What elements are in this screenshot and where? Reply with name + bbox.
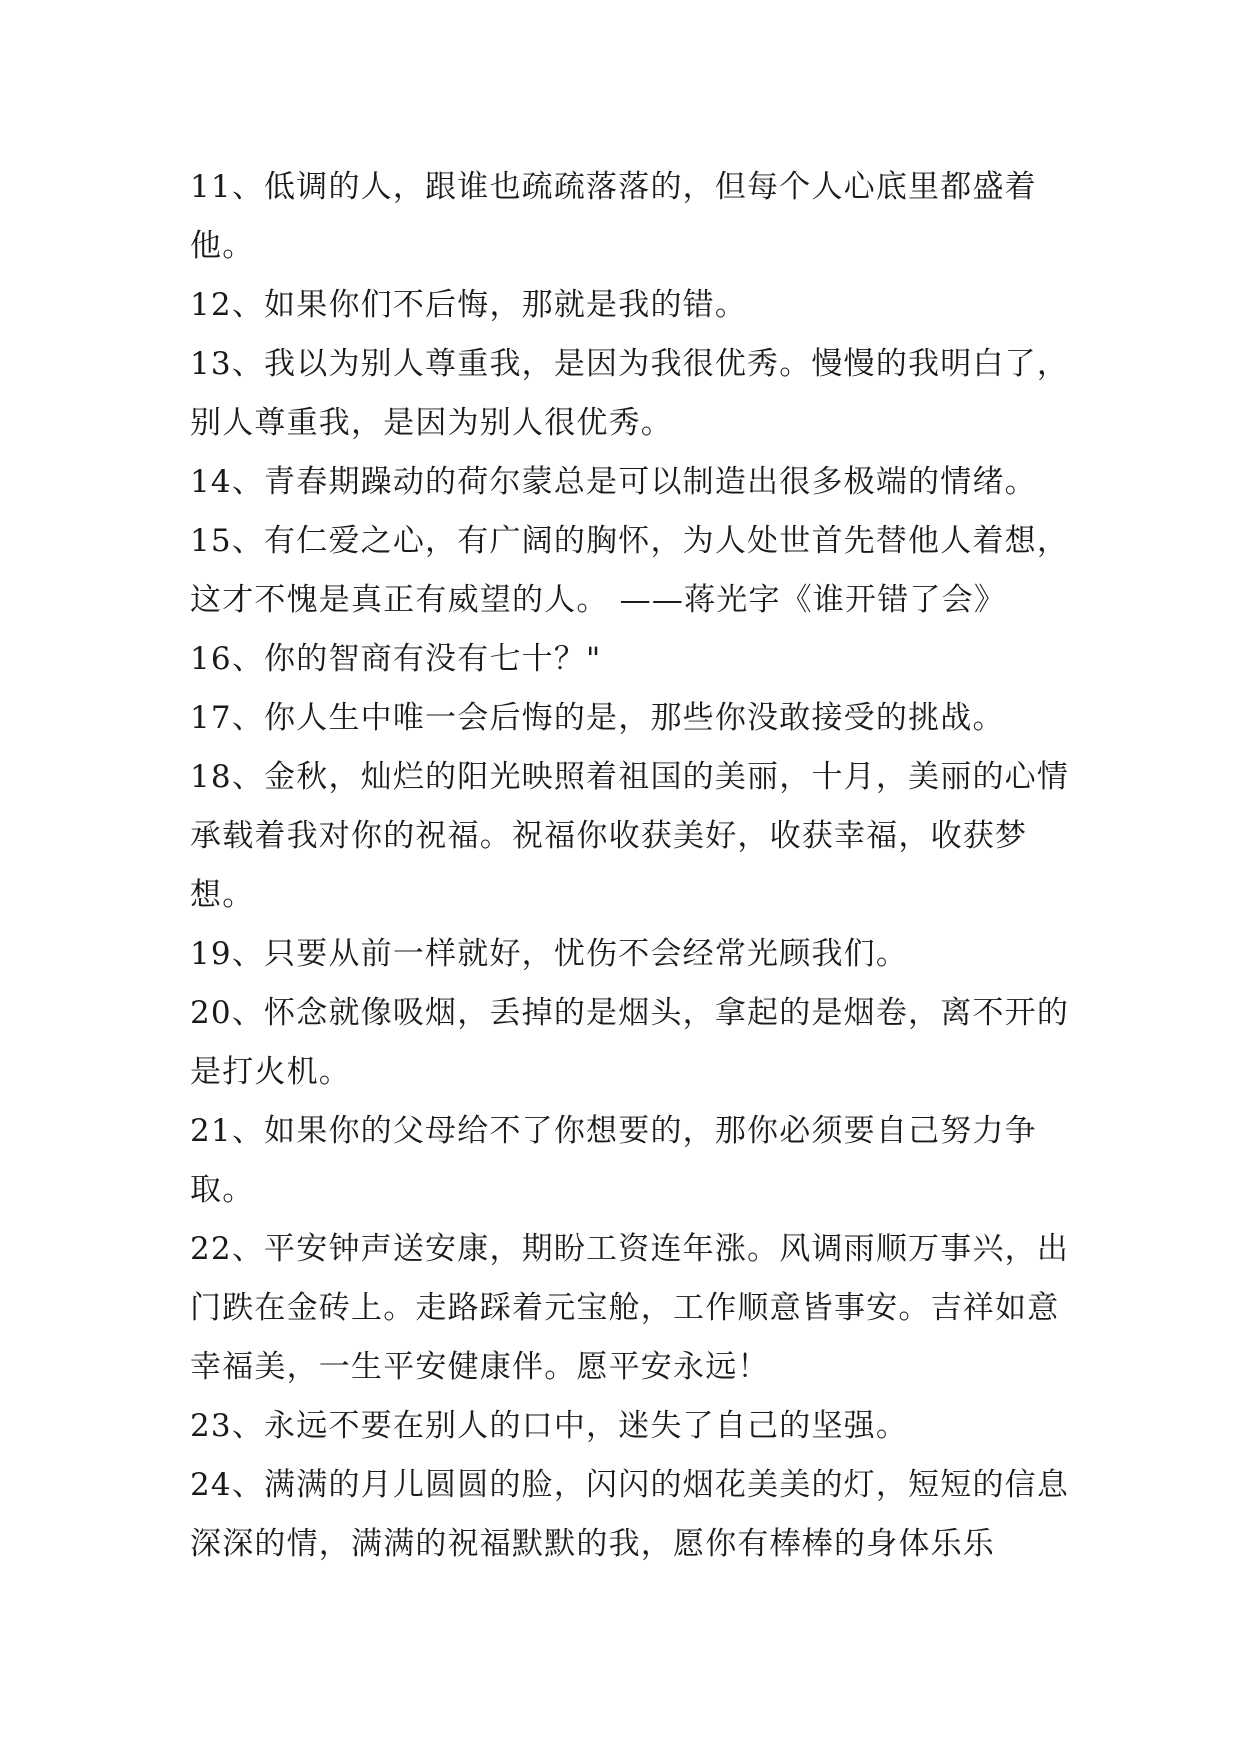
list-item: 12、如果你们不后悔，那就是我的错。: [190, 287, 748, 323]
list-item: 13、我以为别人尊重我，是因为我很优秀。慢慢的我明白了，别人尊重我，是因为别人很优秀。: [190, 346, 1070, 441]
list-item: 24、满满的月儿圆圆的脸，闪闪的烟花美美的灯，短短的信息深深的情，满满的祝福默默的我，愿你有棒棒的身体乐乐: [190, 1467, 1070, 1562]
list-item: 14、青春期躁动的荷尔蒙总是可以制造出很多极端的情绪。: [190, 464, 1037, 500]
list-item: 19、只要从前一样就好，忧伤不会经常光顾我们。: [190, 936, 909, 972]
list-item: 17、你人生中唯一会后悔的是，那些你没敢接受的挑战。: [190, 700, 1005, 736]
list-item: 23、永远不要在别人的口中，迷失了自己的坚强。: [190, 1408, 909, 1444]
list-item: 18、金秋，灿烂的阳光映照着祖国的美丽，十月，美丽的心情承载着我对你的祝福。祝福你收获美好，收获幸福，收获梦想。: [190, 759, 1070, 913]
list-item: 22、平安钟声送安康，期盼工资连年涨。风调雨顺万事兴，出门跌在金砖上。走路踩着元宝舱，工作顺意皆事安。吉祥如意幸福美，一生平安健康伴。愿平安永远！: [190, 1231, 1070, 1385]
list-item: 20、怀念就像吸烟，丢掉的是烟头，拿起的是烟卷，离不开的是打火机。: [190, 995, 1070, 1090]
quote-list: [190, 158, 1070, 1574]
list-item: 11、低调的人，跟谁也疏疏落落的，但每个人心底里都盛着他。: [190, 169, 1037, 264]
list-item: 21、如果你的父母给不了你想要的，那你必须要自己努力争取。: [190, 1113, 1037, 1208]
list-item: 15、有仁爱之心，有广阔的胸怀，为人处世首先替他人着想，这才不愧是真正有威望的人。 ——蒋光字《谁开错了会》: [190, 523, 1070, 618]
list-item: 16、你的智商有没有七十？": [190, 641, 602, 677]
